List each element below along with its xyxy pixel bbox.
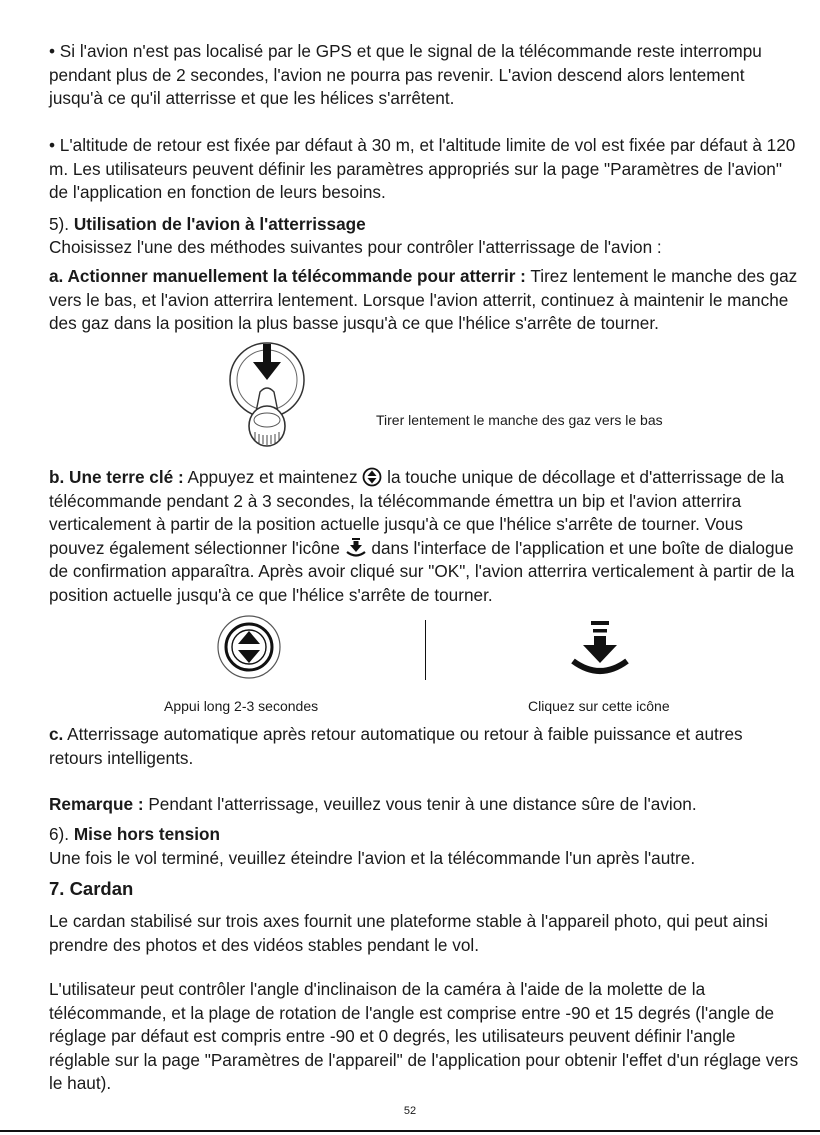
section-5-number: 5). xyxy=(49,214,70,234)
land-icon-illustration xyxy=(567,621,633,677)
method-c-text: Atterrissage automatique après retour automatique ou retour à faible puissance et autres retours intelligents. xyxy=(49,724,743,768)
method-b-paragraph xyxy=(49,466,799,607)
paragraph-altitude: • L'altitude de retour est fixée par défaut à 30 m, et l'altitude limite de vol est fixée par défaut à 120 m. Les utilisateurs peuvent définir les paramètres appropriés sur la page "Paramètres de l'avion" de l'application en fonction de leurs besoins. xyxy=(49,135,796,202)
section-7-paragraph-1: Le cardan stabilisé sur trois axes fournit une plateforme stable à l'appareil photo, qui peut ainsi prendre des photos et des vidéos stables pendant le vol. xyxy=(49,911,768,955)
method-b-text-1: Appuyez et maintenez xyxy=(183,467,363,487)
method-c-label: c. xyxy=(49,724,64,744)
remark-text: Pendant l'atterrissage, veuillez vous tenir à une distance sûre de l'avion. xyxy=(143,794,697,814)
takeoff-land-button-icon xyxy=(362,467,382,487)
section-5-heading xyxy=(49,213,799,237)
land-icon xyxy=(345,538,367,558)
method-b-text-2: la touche unique de décollage et d'atterrissage de la télécommande pendant 2 à 3 secondes, la télécommande émettra un bip et l'avion atterrira verticalement à partir de la position actuelle jusqu'à ce que l'hélice s'arrête de tourner. Vous pouvez également sélectionner l'icône xyxy=(49,467,785,558)
section-7-paragraph-2: L'utilisateur peut contrôler l'angle d'inclinaison de la caméra à l'aide de la molette de la télécommande, et la plage de rotation de l'angle est comprise entre -90 et 15 degrés (l'angle de réglage par défaut est compris entre -90 et 0 degrés, les utilisateurs peuvent définir l'angle réglable sur la page "Paramètres de l'appareil" de l'application pour obtenir l'effet d'un réglage vers le haut). xyxy=(49,979,799,1093)
method-b-label: b. Une terre clé : xyxy=(49,467,184,487)
method-a-paragraph xyxy=(49,265,799,336)
remark-label: Remarque : xyxy=(49,794,144,814)
remark-paragraph xyxy=(49,793,799,817)
method-a-text: Tirez lentement le manche des gaz vers le bas, et l'avion atterrira lentement. Lorsque l'avion atterrit, continuez à maintenir le manche des gaz dans la position la plus basse jusqu'à ce que l'hélice s'arrête de tourner. xyxy=(49,266,798,333)
method-c-paragraph xyxy=(49,723,799,770)
illustration-divider xyxy=(425,620,426,680)
section-6-title: Mise hors tension xyxy=(73,824,220,844)
paragraph-gps-loss: • Si l'avion n'est pas localisé par le GPS et que le signal de la télécommande reste interrompu pendant plus de 2 secondes, l'avion ne pourra pas revenir. L'avion descend alors lentement jusqu'à ce qu'il atterrisse et que les hélices s'arrêtent. xyxy=(49,41,762,108)
section-7-title: 7. Cardan xyxy=(49,878,134,899)
section-5-title: Utilisation de l'avion à l'atterrissage xyxy=(73,214,366,234)
caption-throttle: Tirer lentement le manche des gaz vers le bas xyxy=(376,412,663,428)
section-6-heading xyxy=(49,823,799,847)
throttle-stick-illustration xyxy=(224,340,314,460)
method-b-text-3: dans l'interface de l'application et une boîte de dialogue de confirmation apparaîtra. Après avoir cliqué sur "OK", l'avion atterrira verticalement à partir de la position actuelle jusqu'à ce que l'hélice s'arrête de tourner. xyxy=(49,537,795,605)
section-5-intro: Choisissez l'une des méthodes suivantes pour contrôler l'atterrissage de l'avion : xyxy=(49,237,662,257)
caption-click-icon: Cliquez sur cette icône xyxy=(528,698,670,714)
page-number: 52 xyxy=(403,1105,417,1117)
caption-long-press: Appui long 2-3 secondes xyxy=(164,698,319,714)
section-6-text: Une fois le vol terminé, veuillez éteindre l'avion et la télécommande l'un après l'autre. xyxy=(49,848,696,868)
bottom-rule xyxy=(0,1130,820,1132)
long-press-button-illustration xyxy=(216,614,282,680)
section-6-number: 6). xyxy=(49,824,70,844)
method-a-label: a. Actionner manuellement la télécommande pour atterrir : xyxy=(49,266,526,286)
